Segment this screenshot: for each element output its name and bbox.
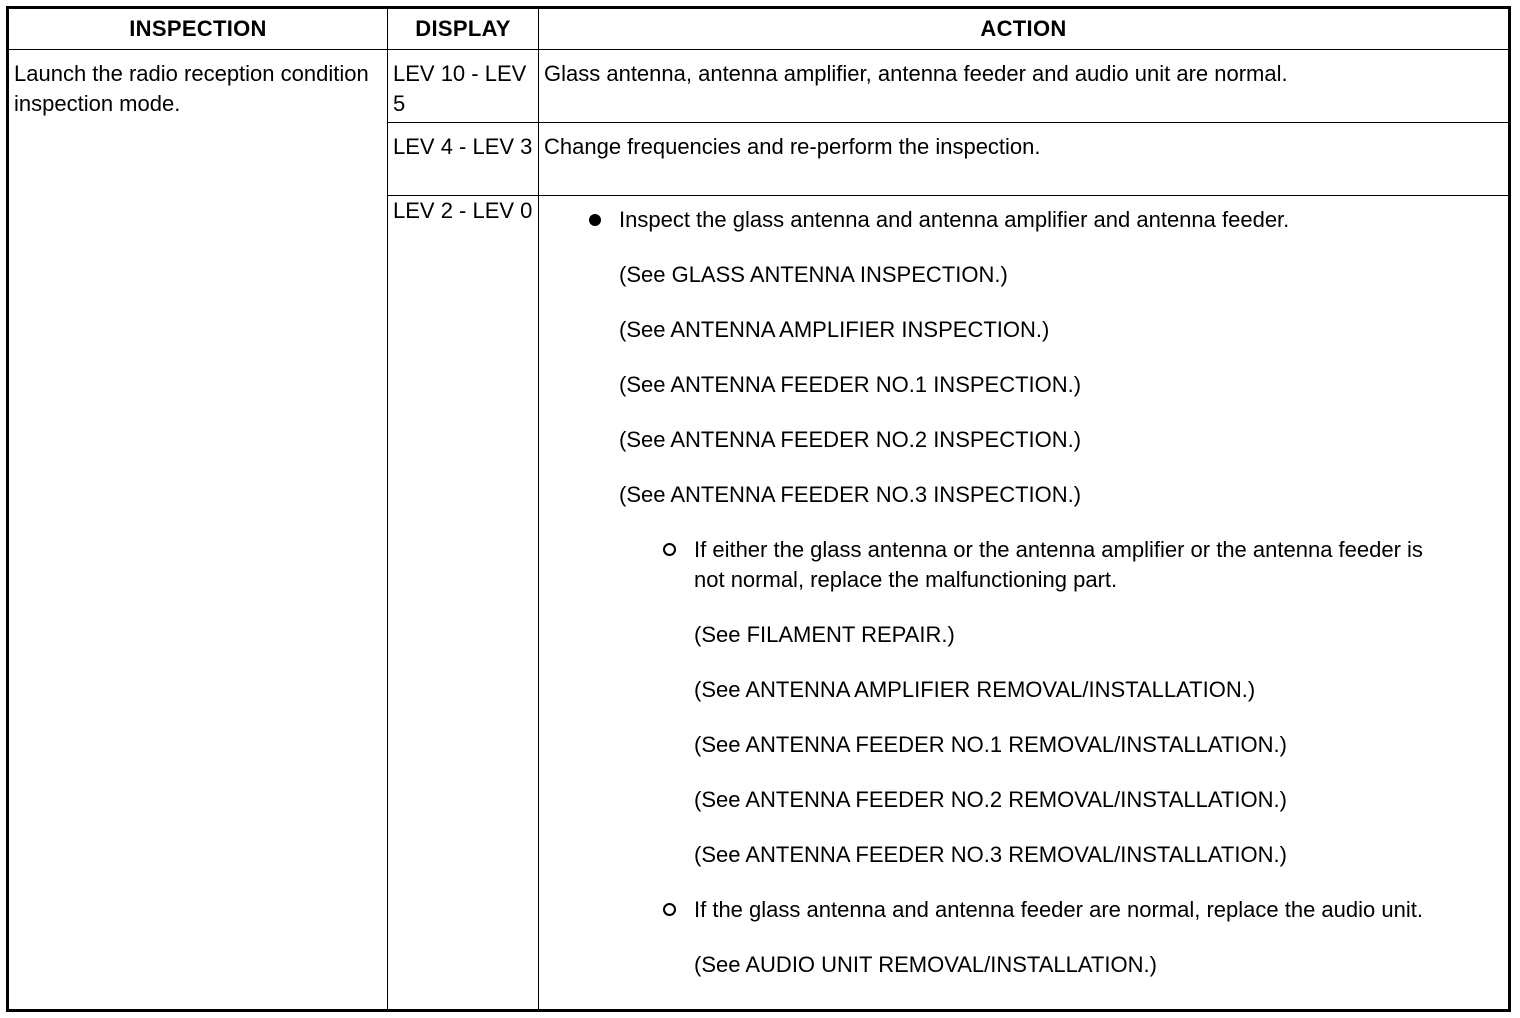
- reference-text: (See ANTENNA FEEDER NO.2 INSPECTION.): [619, 427, 1082, 452]
- table-row: [8, 50, 1510, 123]
- action-cell: [539, 123, 1510, 196]
- display-value: LEV 2 - LEV 0: [393, 198, 533, 223]
- filled-bullet-icon: [589, 214, 601, 226]
- hollow-bullet-icon: [663, 903, 676, 916]
- inspection-table: [6, 6, 1511, 1012]
- reference-text: (See AUDIO UNIT REMOVAL/INSTALLATION.): [694, 952, 1157, 977]
- display-cell: [388, 123, 539, 196]
- inspection-cell: [8, 50, 388, 1011]
- reference-text: (See ANTENNA AMPLIFIER REMOVAL/INSTALLATION.): [694, 677, 1256, 702]
- action-cell: [539, 50, 1510, 123]
- header-row: [8, 8, 1510, 50]
- action-text: Glass antenna, antenna amplifier, antenna feeder and audio unit are normal.: [544, 61, 1288, 86]
- sub-bullet-item: [539, 895, 1508, 925]
- display-cell: [388, 50, 539, 123]
- display-value: LEV 4 - LEV 3: [393, 134, 533, 159]
- header-inspection: INSPECTION: [8, 8, 388, 50]
- header-display: DISPLAY: [388, 8, 539, 50]
- inspection-text: Launch the radio reception condition inspection mode.: [14, 61, 369, 116]
- display-value: LEV 10 - LEV 5: [393, 61, 527, 116]
- sub-bullet-text: If the glass antenna and antenna feeder are normal, replace the audio unit.: [694, 897, 1423, 922]
- sub-bullet-text: If either the glass antenna or the antenna amplifier or the antenna feeder is not normal, replace the malfunctioning part.: [694, 537, 1423, 592]
- reference-text: (See ANTENNA FEEDER NO.3 INSPECTION.): [619, 482, 1082, 507]
- reference-text: (See ANTENNA FEEDER NO.1 REMOVAL/INSTALLATION.): [694, 732, 1287, 757]
- bullet-item: [539, 205, 1508, 235]
- action-list: [539, 196, 1508, 980]
- reference-text: (See ANTENNA FEEDER NO.2 REMOVAL/INSTALLATION.): [694, 787, 1287, 812]
- display-cell: [388, 196, 539, 1011]
- header-action: ACTION: [539, 8, 1510, 50]
- reference-text: (See ANTENNA FEEDER NO.3 REMOVAL/INSTALLATION.): [694, 842, 1287, 867]
- reference-text: (See GLASS ANTENNA INSPECTION.): [619, 262, 1008, 287]
- hollow-bullet-icon: [663, 543, 676, 556]
- bullet-text: Inspect the glass antenna and antenna amplifier and antenna feeder.: [619, 207, 1290, 232]
- action-text: Change frequencies and re-perform the inspection.: [544, 134, 1041, 159]
- reference-text: (See FILAMENT REPAIR.): [694, 622, 955, 647]
- reference-text: (See ANTENNA FEEDER NO.1 INSPECTION.): [619, 372, 1082, 397]
- sub-bullet-item: [539, 535, 1508, 595]
- action-cell: [539, 196, 1510, 1011]
- reference-text: (See ANTENNA AMPLIFIER INSPECTION.): [619, 317, 1050, 342]
